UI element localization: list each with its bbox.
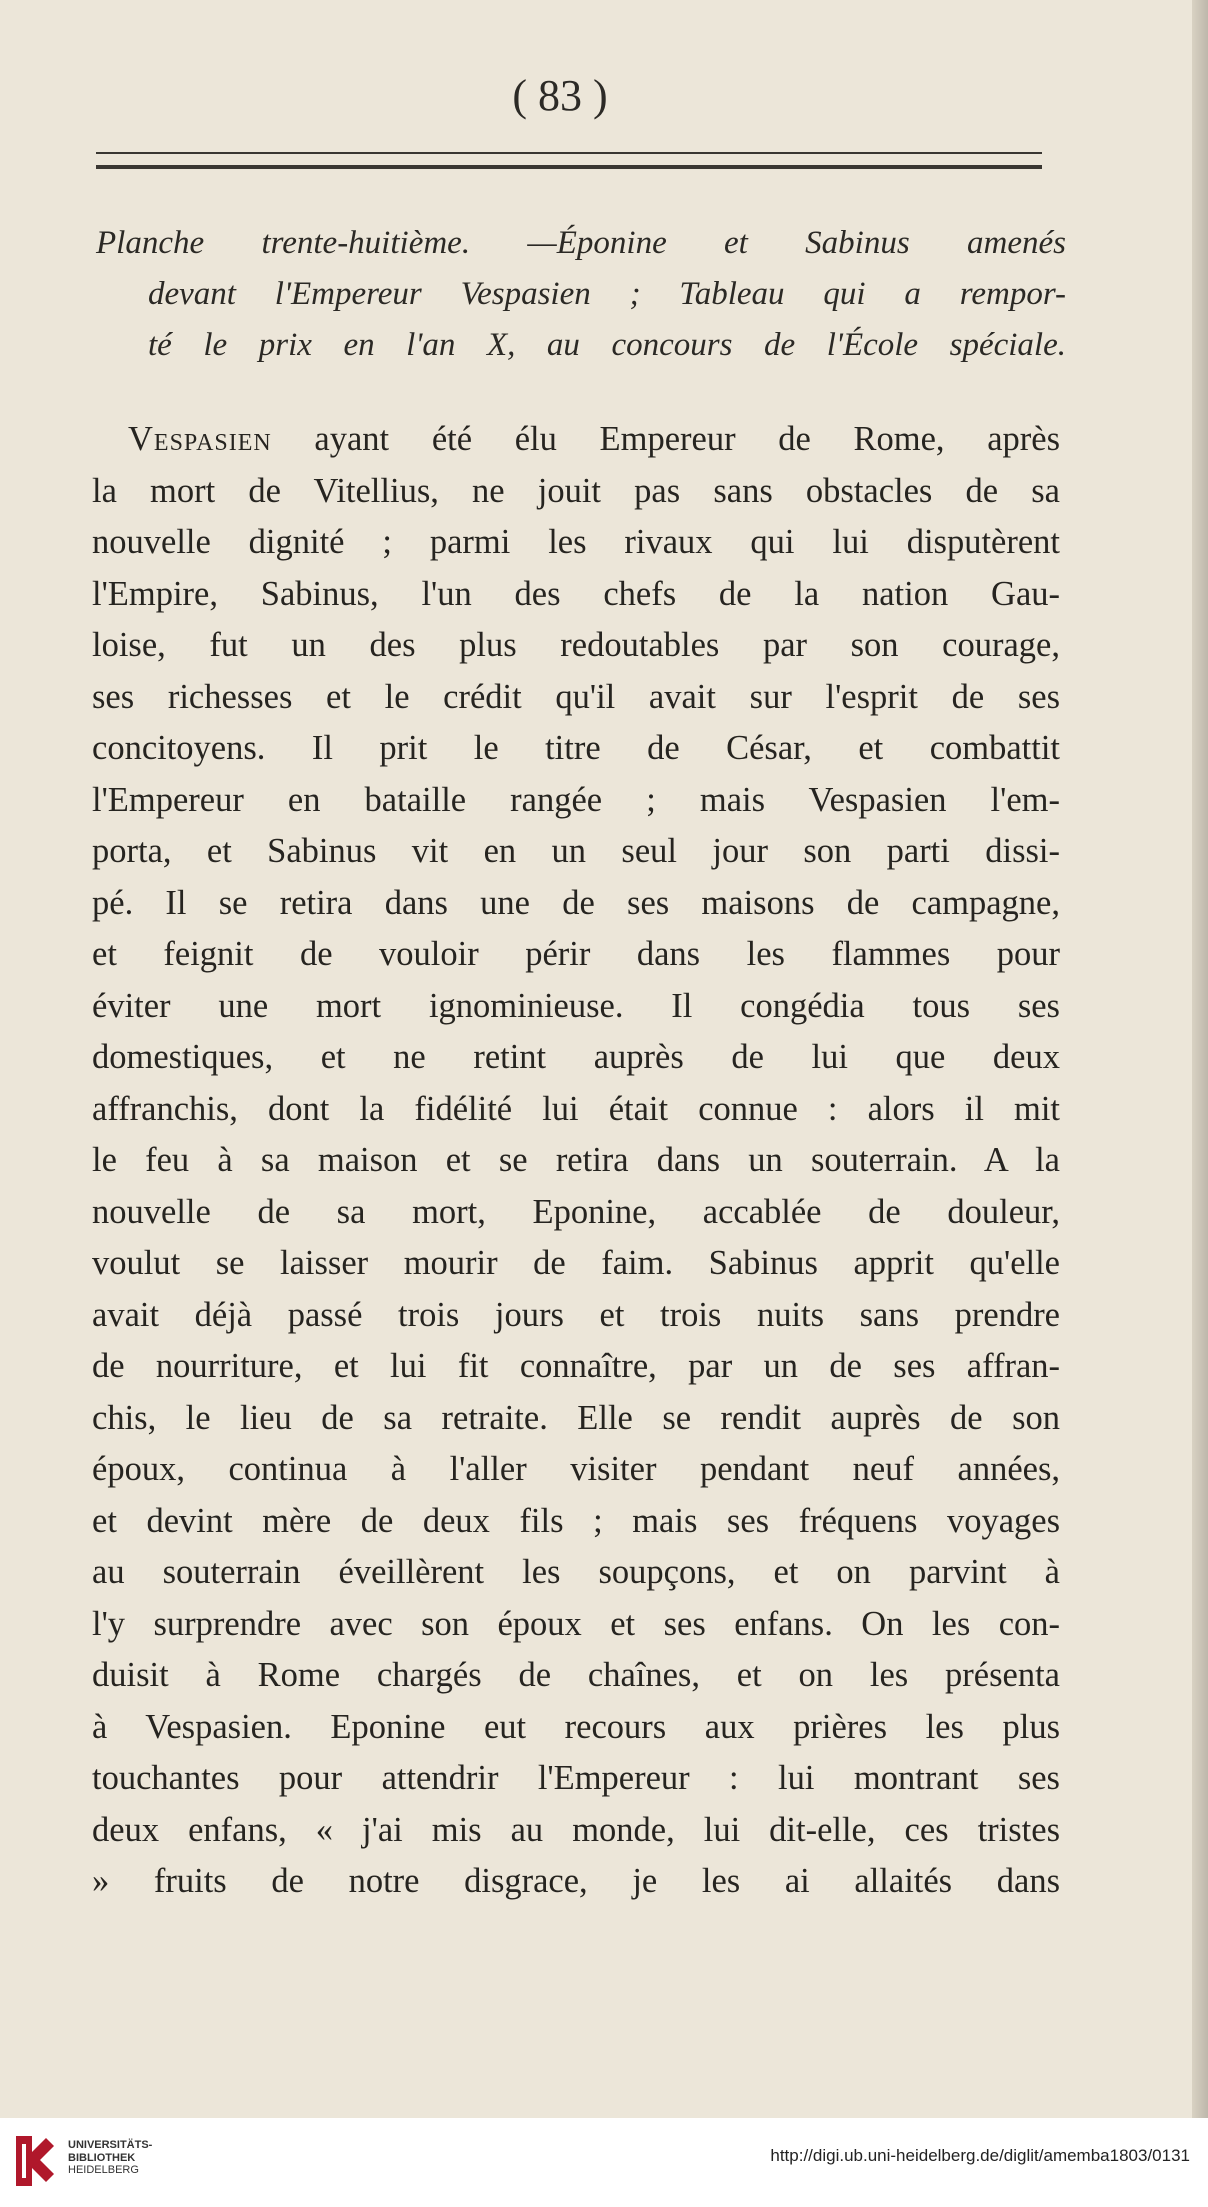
body-line: affranchis, dont la fidélité lui était connue : alors il mit: [92, 1089, 1060, 1128]
body-line: et feignit de vouloir périr dans les flammes pour: [92, 935, 1060, 973]
university-library-logo-icon[interactable]: [12, 2132, 58, 2190]
body-line: nouvelle dignité ; parmi les rivaux qui lui disputèrent: [92, 523, 1060, 561]
library-footer: [0, 2118, 1208, 2207]
page-number: ( 83 ): [512, 71, 608, 120]
body-line: l'Empire, Sabinus, l'un des chefs de la nation Gau-: [92, 574, 1060, 613]
body-line: porta, et Sabinus vit en un seul jour son parti dissi-: [92, 832, 1060, 870]
library-name-line: HEIDELBERG: [68, 2164, 139, 2176]
body-line: l'Empereur en bataille rangée ; mais Vespasien l'em-: [92, 780, 1060, 819]
heading-line: té le prix en l'an X, au concours de l'École spéciale.: [148, 327, 1066, 363]
library-name-line: UNIVERSITÄTS-: [68, 2139, 153, 2151]
body-line: domestiques, et ne retint auprès de lui que deux: [92, 1038, 1060, 1076]
body-line: éviter une mort ignominieuse. Il congédia tous ses: [92, 986, 1060, 1025]
body-line: le feu à sa maison et se retira dans un souterrain. A la: [92, 1141, 1060, 1179]
body-line: voulut se laisser mourir de faim. Sabinus apprit qu'elle: [92, 1244, 1060, 1282]
page-edge: [1192, 0, 1208, 2118]
body-line: l'y surprendre avec son époux et ses enfans. On les con-: [92, 1604, 1060, 1643]
body-line: deux enfans, « j'ai mis au monde, lui dit-elle, ces tristes: [92, 1810, 1060, 1849]
heading-line: Planche trente-huitième. —Éponine et Sabinus amenés: [96, 225, 1066, 261]
plate-heading: [96, 218, 1066, 371]
body-line-first: [92, 414, 1060, 466]
body-line: avait déjà passé trois jours et trois nuits sans prendre: [92, 1295, 1060, 1334]
body-line: pé. Il se retira dans une de ses maisons de campagne,: [92, 883, 1060, 922]
body-line: duisit à Rome chargés de chaînes, et on les présenta: [92, 1656, 1060, 1694]
body-line: ses richesses et le crédit qu'il avait sur l'esprit de ses: [92, 677, 1060, 716]
body-line: la mort de Vitellius, ne jouit pas sans obstacles de sa: [92, 471, 1060, 510]
body-line: chis, le lieu de sa retraite. Elle se rendit auprès de son: [92, 1398, 1060, 1437]
library-name-line: BIBLIOTHEK: [68, 2151, 136, 2164]
body-line: époux, continua à l'aller visiter pendant neuf années,: [92, 1450, 1060, 1488]
body-line: loise, fut un des plus redoutables par son courage,: [92, 626, 1060, 664]
body-line: et devint mère de deux fils ; mais ses fréquens voyages: [92, 1501, 1060, 1540]
heading-line: devant l'Empereur Vespasien ; Tableau qui a rempor-: [148, 276, 1066, 312]
body-line: au souterrain éveillèrent les soupçons, et on parvint à: [92, 1553, 1060, 1591]
body-line: concitoyens. Il prit le titre de César, et combattit: [92, 729, 1060, 767]
body-line: de nourriture, et lui fit connaître, par un de ses affran-: [92, 1347, 1060, 1385]
opening-word: Vespasien: [128, 420, 272, 458]
body-line: » fruits de notre disgrace, je les ai allaités dans: [92, 1862, 1060, 1900]
body-paragraph: [92, 414, 1060, 1908]
header-double-rule: [96, 152, 1042, 169]
library-name[interactable]: [68, 2139, 152, 2177]
source-url-link[interactable]: http://digi.ub.uni-heidelberg.de/diglit/amemba1803/0131: [770, 2146, 1190, 2165]
body-line: touchantes pour attendrir l'Empereur : lui montrant ses: [92, 1759, 1060, 1797]
body-line: nouvelle de sa mort, Eponine, accablée de douleur,: [92, 1192, 1060, 1231]
body-line: à Vespasien. Eponine eut recours aux prières les plus: [92, 1707, 1060, 1746]
first-line-rest: ayant été élu Empereur de Rome, après: [271, 420, 1060, 458]
